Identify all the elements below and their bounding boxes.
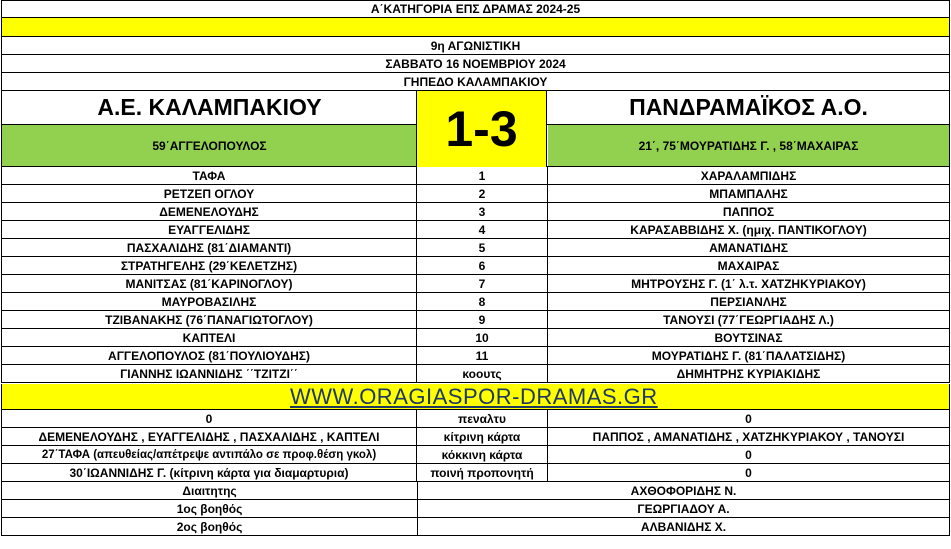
away-player: ΜΠΑΜΠΑΛΗΣ <box>709 186 788 201</box>
home-player: ΓΙΑΝΝΗΣ ΙΩΑΝΝΙΔΗΣ ΄΄ΤΖΙΤΖΙ΄΄ <box>2 365 417 382</box>
league-title: Α΄ΚΑΤΗΓΟΡΙΑ ΕΠΣ ΔΡΑΜΑΣ 2024-25 <box>370 2 581 16</box>
home-stat: 27΄ΤΑΦΑ (απευθείας/απέτρεψε αντιπάλο σε προφ.θέση γκολ) <box>2 446 417 463</box>
official-row <box>1 518 950 536</box>
official-name: ΓΕΩΡΓΙΑΔΟΥ Α. <box>417 500 949 517</box>
shirt-number: 3 <box>417 203 548 220</box>
home-stat: ΔΕΜΕΝΕΛΟΥΔΗΣ , ΕΥΑΓΓΕΛΙΔΗΣ , ΠΑΣΧΑΛΙΔΗΣ , ΚΑΠΤΕΛΙ <box>2 428 417 445</box>
lineup-row <box>1 347 950 365</box>
home-player: ΕΥΑΓΓΕΛΙΔΗΣ <box>2 221 417 238</box>
away-stat: ΠΑΠΠΟΣ , ΑΜΑΝΑΤΙΔΗΣ , ΧΑΤΖΗΚΥΡΙΑΚΟΥ , ΤΑΝΟΥΣΙ <box>592 429 905 444</box>
match-date: ΣΑΒΒΑΤΟ 16 ΝΟΕΜΒΡΙΟΥ 2024 <box>385 56 566 71</box>
away-player: ΑΜΑΝΑΤΙΔΗΣ <box>709 240 788 255</box>
lineup-row <box>1 293 950 311</box>
stat-label: ποινή προπονητή <box>417 464 548 481</box>
shirt-number: 6 <box>417 257 548 274</box>
home-scorers: 59΄ΑΓΓΕΛΟΠΟΥΛΟΣ <box>2 125 417 166</box>
official-row <box>1 500 950 518</box>
stats-row <box>1 464 950 482</box>
shirt-number: 7 <box>417 275 548 292</box>
stats-row <box>1 428 950 446</box>
away-player: ΜΟΥΡΑΤΙΔΗΣ Γ. (81΄ΠΑΛΑΤΣΙΔΗΣ) <box>651 348 846 363</box>
match-venue: ΓΗΠΕΔΟ ΚΑΛΑΜΠΑΚΙΟΥ <box>403 74 548 89</box>
home-player: ΜΑΥΡΟΒΑΣΙΛΗΣ <box>2 293 417 310</box>
away-stat: 0 <box>745 411 752 426</box>
website-link[interactable]: WWW.ORAGIASPOR-DRAMAS.GR <box>290 384 658 409</box>
lineup-row <box>1 257 950 275</box>
official-row <box>1 482 950 500</box>
shirt-number: 4 <box>417 221 548 238</box>
home-stat: 0 <box>2 410 417 427</box>
home-player: ΤΖΙΒΑΝΑΚΗΣ (76΄ΠΑΝΑΓΙΩΤΟΓΛΟΥ) <box>2 311 417 328</box>
final-score: 1-3 <box>416 91 547 167</box>
match-report-sheet <box>1 0 950 538</box>
away-scorers: 21΄, 75΄ΜΟΥΡΑΤΙΔΗΣ Γ. , 58΄ΜΑΧΑΙΡΑΣ <box>548 125 949 166</box>
shirt-number: 5 <box>417 239 548 256</box>
home-player: ΚΑΠΤΕΛΙ <box>2 329 417 346</box>
away-stat: 0 <box>745 447 752 462</box>
round-row <box>1 37 950 55</box>
round-title: 9η ΑΓΩΝΙΣΤΙΚΗ <box>430 38 521 53</box>
lineup-row <box>1 365 950 383</box>
home-team-name: Α.Ε. ΚΑΛΑΜΠΑΚΙΟΥ <box>97 94 322 120</box>
away-player: ΚΑΡΑΣΑΒΒΙΔΗΣ Χ. (ημιχ. ΠΑΝΤΙΚΟΓΛΟΥ) <box>630 222 867 237</box>
date-row <box>1 55 950 73</box>
away-player: ΠΕΡΣΙΑΝΛΗΣ <box>710 294 787 309</box>
away-player: ΤΑΝΟΥΣΙ (77΄ΓΕΩΡΓΙΑΔΗΣ Λ.) <box>663 312 834 327</box>
home-player: ΠΑΣΧΑΛΙΔΗΣ (81΄ΔΙΑΜΑΝΤΙ) <box>2 239 417 256</box>
away-stat: 0 <box>745 465 752 480</box>
lineup-row <box>1 239 950 257</box>
official-role: Διαιτητης <box>182 483 237 498</box>
website-banner <box>1 384 950 410</box>
away-player: ΧΑΡΑΛΑΜΠΙΔΗΣ <box>700 168 797 183</box>
lineup-row <box>1 203 950 221</box>
official-name: ΑΧΘΟΦΟΡΙΔΗΣ Ν. <box>417 482 949 499</box>
lineup-row <box>1 329 950 347</box>
shirt-number: 2 <box>417 185 548 202</box>
lineup-row <box>1 167 950 185</box>
home-player: ΡΕΤΖΕΠ ΟΓΛΟΥ <box>2 185 417 202</box>
shirt-number: 11 <box>417 347 548 364</box>
shirt-number: 8 <box>417 293 548 310</box>
away-player: ΔΗΜΗΤΡΗΣ ΚΥΡΙΑΚΙΔΗΣ <box>676 366 821 381</box>
venue-row <box>1 73 950 91</box>
away-player: ΜΑΧΑΙΡΑΣ <box>717 258 780 273</box>
away-player: ΜΗΤΡΟΥΣΗΣ Γ. (1΄ λ.τ. ΧΑΤΖΗΚΥΡΙΑΚΟΥ) <box>631 276 866 291</box>
stat-label: κόκκινη κάρτα <box>417 446 548 463</box>
home-player: ΣΤΡΑΤΗΓΕΛΗΣ (29΄ΚΕΛΕΤΖΗΣ) <box>2 257 417 274</box>
yellow-separator-top <box>1 18 950 37</box>
official-name: ΑΛΒΑΝΙΔΗΣ Χ. <box>417 518 949 535</box>
stat-label: πεναλτυ <box>417 410 548 427</box>
home-player: ΜΑΝΙΤΣΑΣ (81΄ΚΑΡΙΝΟΓΛΟΥ) <box>2 275 417 292</box>
shirt-number: 10 <box>417 329 548 346</box>
stats-row <box>1 446 950 464</box>
home-player: ΤΑΦΑ <box>2 167 417 184</box>
lineup-row <box>1 221 950 239</box>
official-role: 2ος βοηθός <box>176 519 243 534</box>
home-player: ΑΓΓΕΛΟΠΟΥΛΟΣ (81΄ΠΟΥΛΙΟΥΔΗΣ) <box>2 347 417 364</box>
official-role: 1ος βοηθός <box>176 501 243 516</box>
home-player: ΔΕΜΕΝΕΛΟΥΔΗΣ <box>2 203 417 220</box>
shirt-number: κοουτς <box>417 365 548 382</box>
lineup-row <box>1 311 950 329</box>
shirt-number: 1 <box>417 167 548 184</box>
stat-label: κίτρινη κάρτα <box>417 428 548 445</box>
away-team-name: ΠΑΝΔΡΑΜΑΪΚΟΣ Α.Ο. <box>629 94 868 120</box>
league-row <box>1 0 950 18</box>
away-player: ΒΟΥΤΣΙΝΑΣ <box>714 330 783 345</box>
lineup-row <box>1 275 950 293</box>
lineup-row <box>1 185 950 203</box>
away-player: ΠΑΠΠΟΣ <box>722 204 775 219</box>
shirt-number: 9 <box>417 311 548 328</box>
home-stat: 30΄ΙΩΑΝΝΙΔΗΣ Γ. (κίτρινη κάρτα για διαμαρτυρια) <box>2 464 417 481</box>
stats-row <box>1 410 950 428</box>
